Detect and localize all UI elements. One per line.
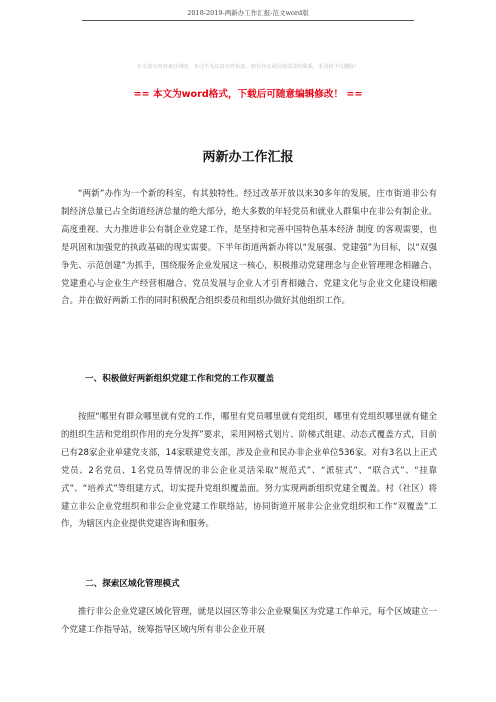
section-1-paragraph: 按照“哪里有群众哪里就有党的工作，哪里有党员哪里就有党组织，哪里有党组织哪里就有健全的组织生活和党组织作用的充分发挥”要求，采用网格式划片、阶梯式组建、动态式覆盖方式，目前已有28家企业单建党支部，14家联建党支部，涉及企业和民办非企业单位536家。对有3名以上正式党员、2名党员、1名党员等情况的非公企业灵活采取“规范式”、“派驻式”、“联合式”、“挂靠式”、“培养式”等组建方式，切实提升党组织覆盖面。努力实现两新组织党建全覆盖。村（社区）将建立非公企业党组织和非公企业党建工作联络站，协同街道开展非公企业党组织和工作“双覆盖”工作，为辖区内企业提供党建咨询和服务。 xyxy=(61,412,437,530)
section-2-heading: 二、探索区域化管理模式 xyxy=(85,579,180,589)
disclaimer-text: 本文部分内容来自网络，本司不为其真实性负责，如有异议或侵权请及时联系，本司将予以删除！ xyxy=(136,64,360,70)
format-notice: == 本文为word格式，下载后可随意编辑修改！ == xyxy=(133,89,363,100)
intro-paragraph: “两新”办作为一个新的科室，有其独特性。经过改革开放以来30多年的发展，庄市街道非公有制经济总量已占全街道经济总量的绝大部分，绝大多数的年轻党员和就业人群集中在非公有制企业。高度重视、大力推进非公有制企业党建工作，是坚持和完善中国特色基本经济 制度 的客观需要，也是巩固和加强党的执政基础的现实需要。下半年街道两新办将以“发展强、党建强”为目标，以“双强争先、示范创建”为抓手，围绕服务企业发展这一核心，积极推动党建理念与企业管理理念相融合、党建重心与企业生产经营相融合、党员发展与企业人才引育相融合、党建文化与企业文化建设相融合。并在做好两新工作的同时积极配合组织委员和组织办做好其他组织工作。 xyxy=(61,189,437,307)
section-2-paragraph: 推行非公企业党建区域化管理，就是以园区等非公企业聚集区为党建工作单元，每个区域建立一个党建工作指导站，统筹指导区域内所有非公企业开展 xyxy=(61,607,437,635)
header-rule xyxy=(82,20,414,21)
document-title: 两新办工作汇报 xyxy=(202,150,294,165)
section-1-heading: 一、积极做好两新组织党建工作和党的工作双覆盖 xyxy=(85,374,275,384)
running-header: 2018-2019-两新办工作汇报-范文word版 xyxy=(187,9,309,17)
